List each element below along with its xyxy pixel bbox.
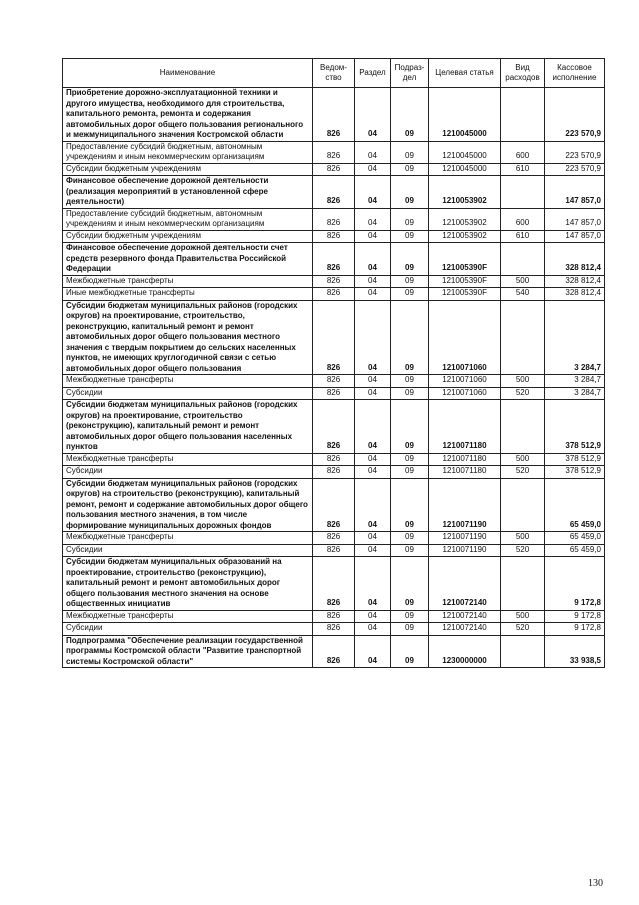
section-cell: 04 — [355, 163, 391, 176]
target-article-cell: 1230000000 — [429, 635, 501, 668]
subsection-cell: 09 — [391, 453, 429, 466]
section-cell: 04 — [355, 208, 391, 230]
section-cell: 04 — [355, 243, 391, 276]
department-cell: 826 — [313, 544, 355, 557]
cash-execution-cell: 9 172,8 — [545, 610, 605, 623]
subsection-cell: 09 — [391, 610, 429, 623]
name-cell: Финансовое обеспечение дорожной деятельности счет средств резервного фонда Правительства Российской Федерации — [63, 243, 313, 276]
name-cell: Межбюджетные трансферты — [63, 375, 313, 388]
subsection-cell: 09 — [391, 532, 429, 545]
target-article-cell: 1210053902 — [429, 230, 501, 243]
target-article-cell: 1210071060 — [429, 387, 501, 400]
department-cell: 826 — [313, 230, 355, 243]
department-cell: 826 — [313, 478, 355, 532]
section-cell: 04 — [355, 544, 391, 557]
target-article-cell: 1210071190 — [429, 478, 501, 532]
name-cell: Субсидии бюджетам муниципальных районов (городских округов) на проектирование, строительство, реконструкцию, капитальный ремонт и ремонт автомобильных дорог общего пользования местного значения с твердым покрытием до сельских населенных пунктов, не имеющих круглогодичной связи с сетью автомобильных дорог общего пользования — [63, 300, 313, 375]
expense-type-cell — [501, 635, 545, 668]
header-expense-type: Вид расходов — [501, 59, 545, 88]
table-row — [63, 453, 605, 466]
cash-execution-cell: 378 512,9 — [545, 466, 605, 479]
table-row — [63, 176, 605, 209]
expense-type-cell: 520 — [501, 466, 545, 479]
expense-type-cell: 540 — [501, 288, 545, 301]
header-cash-execution: Кассовое исполнение — [545, 59, 605, 88]
cash-execution-cell: 223 570,9 — [545, 141, 605, 163]
section-cell: 04 — [355, 88, 391, 142]
target-article-cell: 121005390F — [429, 288, 501, 301]
department-cell: 826 — [313, 275, 355, 288]
department-cell: 826 — [313, 610, 355, 623]
department-cell: 826 — [313, 453, 355, 466]
table-body — [63, 88, 605, 668]
cash-execution-cell: 65 459,0 — [545, 532, 605, 545]
subsection-cell: 09 — [391, 163, 429, 176]
section-cell: 04 — [355, 557, 391, 611]
name-cell: Субсидии бюджетным учреждениям — [63, 230, 313, 243]
target-article-cell: 121005390F — [429, 243, 501, 276]
subsection-cell: 09 — [391, 243, 429, 276]
section-cell: 04 — [355, 141, 391, 163]
table-row — [63, 230, 605, 243]
cash-execution-cell: 223 570,9 — [545, 163, 605, 176]
subsection-cell: 09 — [391, 544, 429, 557]
subsection-cell: 09 — [391, 557, 429, 611]
subsection-cell: 09 — [391, 141, 429, 163]
department-cell: 826 — [313, 635, 355, 668]
cash-execution-cell: 328 812,4 — [545, 275, 605, 288]
section-cell: 04 — [355, 532, 391, 545]
expense-type-cell: 600 — [501, 141, 545, 163]
target-article-cell: 1210071060 — [429, 375, 501, 388]
name-cell: Приобретение дорожно-эксплуатационной техники и другого имущества, необходимого для строительства, капитального ремонта, ремонта и содержания автомобильных дорог общего пользования регионального и межмуниципального значения Костромской области — [63, 88, 313, 142]
expense-type-cell — [501, 478, 545, 532]
section-cell: 04 — [355, 400, 391, 454]
table-row — [63, 243, 605, 276]
target-article-cell: 1210053902 — [429, 208, 501, 230]
expense-type-cell: 500 — [501, 275, 545, 288]
name-cell: Предоставление субсидий бюджетным, автономным учреждениям и иным некоммерческим организациям — [63, 208, 313, 230]
name-cell: Субсидии бюджетам муниципальных районов (городских округов) на проектирование, строительство (реконструкцию), капитальный ремонт и ремонт автомобильных дорог общего пользования населенных пунктов — [63, 400, 313, 454]
department-cell: 826 — [313, 375, 355, 388]
section-cell: 04 — [355, 623, 391, 636]
target-article-cell: 1210045000 — [429, 163, 501, 176]
department-cell: 826 — [313, 300, 355, 375]
table-row — [63, 466, 605, 479]
name-cell: Межбюджетные трансферты — [63, 610, 313, 623]
cash-execution-cell: 223 570,9 — [545, 88, 605, 142]
expense-type-cell — [501, 557, 545, 611]
table-row — [63, 275, 605, 288]
table-row — [63, 300, 605, 375]
name-cell: Иные межбюджетные трансферты — [63, 288, 313, 301]
subsection-cell: 09 — [391, 466, 429, 479]
section-cell: 04 — [355, 466, 391, 479]
section-cell: 04 — [355, 453, 391, 466]
department-cell: 826 — [313, 176, 355, 209]
table-row — [63, 544, 605, 557]
department-cell: 826 — [313, 532, 355, 545]
table-row — [63, 141, 605, 163]
table-row — [63, 88, 605, 142]
target-article-cell: 1210071180 — [429, 466, 501, 479]
department-cell: 826 — [313, 557, 355, 611]
cash-execution-cell: 65 459,0 — [545, 478, 605, 532]
table-row — [63, 478, 605, 532]
name-cell: Подпрограмма "Обеспечение реализации государственной программы Костромской области "Развитие транспортной системы Костромской области" — [63, 635, 313, 668]
cash-execution-cell: 3 284,7 — [545, 300, 605, 375]
name-cell: Субсидии — [63, 544, 313, 557]
section-cell: 04 — [355, 610, 391, 623]
section-cell: 04 — [355, 478, 391, 532]
department-cell: 826 — [313, 400, 355, 454]
subsection-cell: 09 — [391, 375, 429, 388]
section-cell: 04 — [355, 375, 391, 388]
expense-type-cell: 500 — [501, 610, 545, 623]
target-article-cell: 1210071190 — [429, 532, 501, 545]
expense-type-cell — [501, 243, 545, 276]
subsection-cell: 09 — [391, 88, 429, 142]
subsection-cell: 09 — [391, 275, 429, 288]
target-article-cell: 1210071060 — [429, 300, 501, 375]
cash-execution-cell: 328 812,4 — [545, 288, 605, 301]
expense-type-cell: 500 — [501, 375, 545, 388]
subsection-cell: 09 — [391, 230, 429, 243]
table-header-row — [63, 59, 605, 88]
cash-execution-cell: 378 512,9 — [545, 400, 605, 454]
cash-execution-cell: 147 857,0 — [545, 176, 605, 209]
cash-execution-cell: 328 812,4 — [545, 243, 605, 276]
department-cell: 826 — [313, 288, 355, 301]
target-article-cell: 1210072140 — [429, 610, 501, 623]
table-row — [63, 557, 605, 611]
department-cell: 826 — [313, 387, 355, 400]
cash-execution-cell: 3 284,7 — [545, 375, 605, 388]
name-cell: Субсидии бюджетам муниципальных образований на проектирование, строительство (реконструкцию), капитальный ремонт и ремонт автомобильных дорог общего пользования местного значения на основе общественных инициатив — [63, 557, 313, 611]
target-article-cell: 121005390F — [429, 275, 501, 288]
table-row — [63, 288, 605, 301]
subsection-cell: 09 — [391, 176, 429, 209]
subsection-cell: 09 — [391, 623, 429, 636]
table-row — [63, 400, 605, 454]
table-row — [63, 387, 605, 400]
cash-execution-cell: 378 512,9 — [545, 453, 605, 466]
subsection-cell: 09 — [391, 478, 429, 532]
section-cell: 04 — [355, 230, 391, 243]
header-subsection: Подраз-дел — [391, 59, 429, 88]
table-row — [63, 623, 605, 636]
expense-type-cell: 520 — [501, 387, 545, 400]
section-cell: 04 — [355, 300, 391, 375]
name-cell: Межбюджетные трансферты — [63, 532, 313, 545]
subsection-cell: 09 — [391, 288, 429, 301]
subsection-cell: 09 — [391, 208, 429, 230]
target-article-cell: 1210053902 — [429, 176, 501, 209]
section-cell: 04 — [355, 288, 391, 301]
section-cell: 04 — [355, 635, 391, 668]
header-target-article: Целевая статья — [429, 59, 501, 88]
name-cell: Субсидии — [63, 623, 313, 636]
table-row — [63, 635, 605, 668]
name-cell: Межбюджетные трансферты — [63, 453, 313, 466]
target-article-cell: 1210072140 — [429, 623, 501, 636]
expense-type-cell: 610 — [501, 230, 545, 243]
department-cell: 826 — [313, 623, 355, 636]
target-article-cell: 1210072140 — [429, 557, 501, 611]
name-cell: Субсидии бюджетным учреждениям — [63, 163, 313, 176]
target-article-cell: 1210045000 — [429, 141, 501, 163]
section-cell: 04 — [355, 275, 391, 288]
target-article-cell: 1210045000 — [429, 88, 501, 142]
department-cell: 826 — [313, 163, 355, 176]
cash-execution-cell: 147 857,0 — [545, 208, 605, 230]
cash-execution-cell: 147 857,0 — [545, 230, 605, 243]
target-article-cell: 1210071180 — [429, 453, 501, 466]
table-row — [63, 610, 605, 623]
name-cell: Субсидии — [63, 466, 313, 479]
department-cell: 826 — [313, 88, 355, 142]
page-number: 130 — [588, 878, 603, 889]
name-cell: Предоставление субсидий бюджетным, автономным учреждениям и иным некоммерческим организациям — [63, 141, 313, 163]
subsection-cell: 09 — [391, 400, 429, 454]
expense-type-cell — [501, 88, 545, 142]
expense-type-cell: 600 — [501, 208, 545, 230]
cash-execution-cell: 3 284,7 — [545, 387, 605, 400]
expense-type-cell: 500 — [501, 532, 545, 545]
subsection-cell: 09 — [391, 635, 429, 668]
target-article-cell: 1210071180 — [429, 400, 501, 454]
header-name: Наименование — [63, 59, 313, 88]
expense-type-cell: 500 — [501, 453, 545, 466]
budget-execution-table — [62, 58, 605, 668]
table-row — [63, 163, 605, 176]
table-row — [63, 532, 605, 545]
expense-type-cell: 520 — [501, 623, 545, 636]
name-cell: Субсидии бюджетам муниципальных районов (городских округов) на строительство (реконструкцию), капитальный ремонт, ремонт и содержание автомобильных дорог общего пользования местного значения, в том числе формирование муниципальных дорожных фондов — [63, 478, 313, 532]
subsection-cell: 09 — [391, 387, 429, 400]
expense-type-cell — [501, 300, 545, 375]
department-cell: 826 — [313, 466, 355, 479]
expense-type-cell: 610 — [501, 163, 545, 176]
cash-execution-cell: 9 172,8 — [545, 557, 605, 611]
expense-type-cell — [501, 176, 545, 209]
cash-execution-cell: 9 172,8 — [545, 623, 605, 636]
header-section: Раздел — [355, 59, 391, 88]
table-row — [63, 208, 605, 230]
name-cell: Финансовое обеспечение дорожной деятельности (реализация мероприятий в установленной сфере деятельности) — [63, 176, 313, 209]
table-row — [63, 375, 605, 388]
expense-type-cell — [501, 400, 545, 454]
header-department: Ведом-ство — [313, 59, 355, 88]
department-cell: 826 — [313, 208, 355, 230]
section-cell: 04 — [355, 387, 391, 400]
subsection-cell: 09 — [391, 300, 429, 375]
name-cell: Субсидии — [63, 387, 313, 400]
cash-execution-cell: 65 459,0 — [545, 544, 605, 557]
name-cell: Межбюджетные трансферты — [63, 275, 313, 288]
department-cell: 826 — [313, 243, 355, 276]
department-cell: 826 — [313, 141, 355, 163]
cash-execution-cell: 33 938,5 — [545, 635, 605, 668]
section-cell: 04 — [355, 176, 391, 209]
target-article-cell: 1210071190 — [429, 544, 501, 557]
expense-type-cell: 520 — [501, 544, 545, 557]
